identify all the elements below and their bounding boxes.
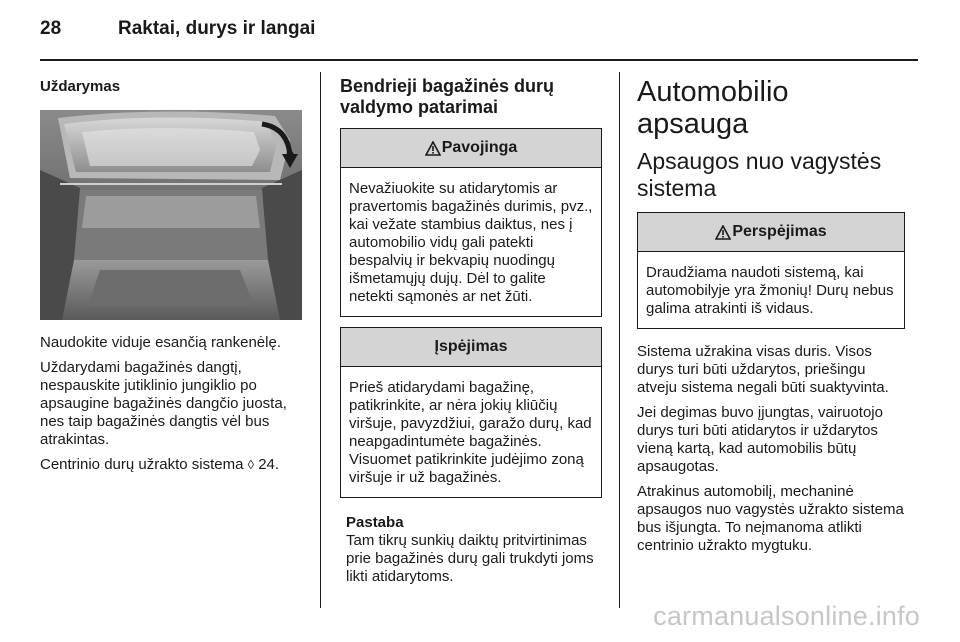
column-divider — [619, 72, 620, 608]
note — [340, 514, 602, 586]
warning-body: Draudžiama naudoti sistemą, kai automobilyje yra žmonių! Durų nebus galima atrakinti iš vidaus. — [646, 264, 894, 317]
warning-box — [637, 212, 905, 329]
column-2 — [340, 74, 602, 586]
column-3 — [637, 74, 905, 562]
note-title: Pastaba — [346, 514, 404, 531]
caution-body: Prieš atidarydami bagažinę, patikrinkite, ar nėra jokių kliūčių viršuje, pavyzdžiui, garažo durų, kad neapgadintumėte bagažinės. Visuomet patikrinkite judėjimo zoną viršuje ir už bagažinės. — [349, 379, 592, 486]
page-reference: 24. — [258, 456, 280, 473]
danger-title: Pavojinga — [441, 139, 518, 156]
header-rule — [40, 59, 918, 61]
section-title: Automobilio apsauga — [637, 76, 789, 140]
caution-box — [340, 327, 602, 498]
danger-header — [341, 129, 601, 168]
note-body: Tam tikrų sunkių daiktų pritvirtinimas prie bagažinės durų gali trukdyti joms likti atidarytoms. — [346, 532, 594, 585]
subsection-title: Apsaugos nuo vagystės sistema — [637, 148, 882, 201]
warning-triangle-icon — [715, 225, 731, 240]
section-heading: Uždarymas — [40, 78, 121, 95]
warning-header — [638, 213, 904, 252]
page-reference-icon: ◊ — [247, 457, 255, 472]
watermark: carmanualsonline.info — [653, 601, 920, 631]
warning-triangle-icon — [425, 141, 441, 156]
paragraph: Naudokite viduje esančią rankenėlę. — [40, 334, 281, 351]
page-number: 28 — [40, 18, 62, 39]
caution-title: Įspėjimas — [434, 338, 508, 355]
danger-body: Nevažiuokite su atidarytomis ar pravertomis bagažinės durimis, pvz., kai vežate stambius daiktus, nes į automobilio vidų gali patekti bespalvių ir bekvapių nuodingų išmetamųjų dujų. Dėl to galite netekti sąmonės ar net žūti. — [349, 180, 593, 305]
caution-header — [341, 328, 601, 367]
paragraph: Uždarydami bagažinės dangtį, nespauskite jutiklinio jungiklio po apsaugine bagažinės dangčio juosta, nes taip bagažinės dangtis vėl bus atrakintas. — [40, 359, 287, 448]
paragraph: Atrakinus automobilį, mechaninė apsaugos nuo vagystės užrakto sistema bus išjungta. To neįmanoma atlikti centrinio užrakto mygtuku. — [637, 483, 904, 554]
column-1 — [40, 74, 304, 481]
warning-title: Perspėjimas — [732, 223, 827, 240]
chapter-title: Raktai, durys ir langai — [118, 18, 316, 39]
reference-text: Centrinio durų užrakto sistema — [40, 456, 244, 473]
paragraph: Sistema užrakina visas duris. Visos durys turi būti uždarytos, priešingu atveju sistema negali būti suaktyvinta. — [637, 343, 889, 396]
danger-box — [340, 128, 602, 317]
tailgate-photo — [40, 110, 302, 320]
paragraph: Jei degimas buvo įjungtas, vairuotojo durys turi būti atidarytos ir uždarytos vieną kartą, kad automobilis būtų apsaugotas. — [637, 404, 883, 475]
section-heading: Bendrieji bagažinės durų valdymo patarimai — [340, 76, 555, 117]
page-header — [40, 18, 920, 46]
cross-reference — [40, 456, 304, 474]
column-divider — [320, 72, 321, 608]
